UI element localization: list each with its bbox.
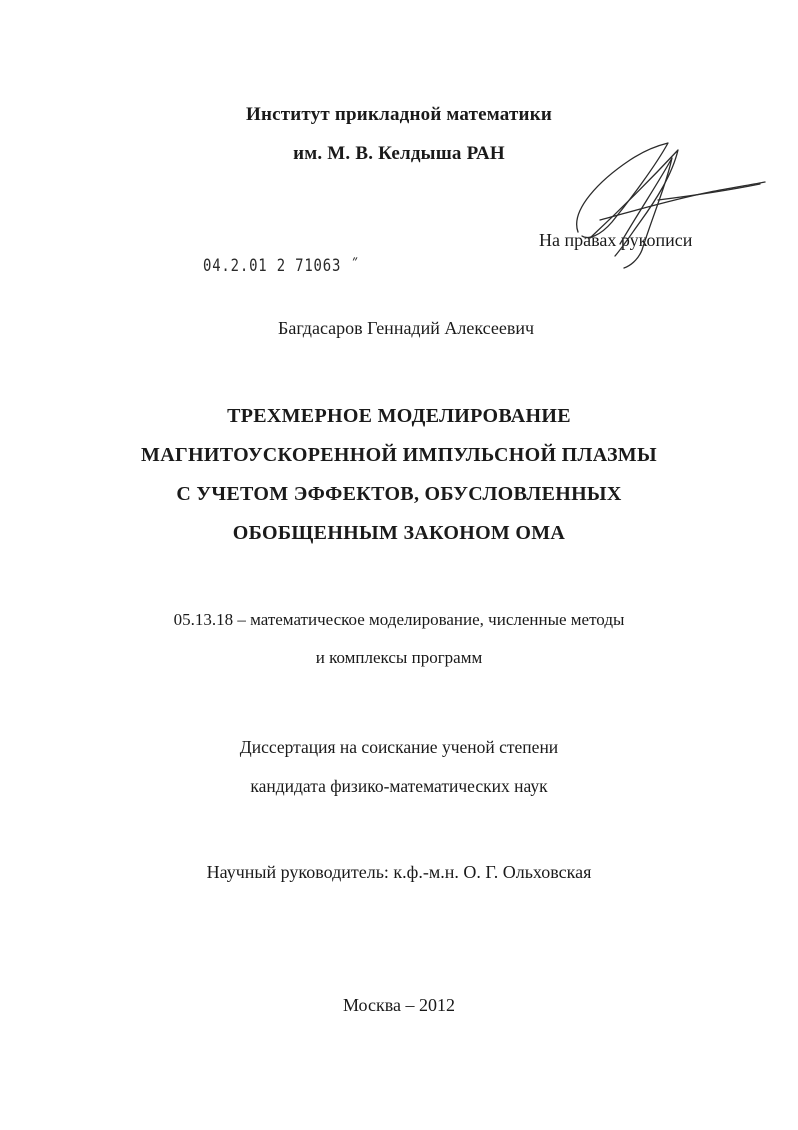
- institute-name: Институт прикладной математики: [245, 104, 552, 125]
- signature-stroke-loop: [577, 143, 668, 237]
- registration-stamp: 04.2.01 2 71063 ˝: [203, 256, 360, 276]
- scientific-supervisor: Научный руководитель: к.ф.-м.н. О. Г. Ольховская: [206, 862, 592, 882]
- author-name: Багдасаров Геннадий Алексеевич: [278, 318, 534, 338]
- thesis-title-line-2: МАГНИТОУСКОРЕННОЙ ИМПУЛЬСНОЙ ПЛАЗМЫ: [141, 444, 657, 466]
- thesis-title-line-3: С УЧЕТОМ ЭФФЕКТОВ, ОБУСЛОВЛЕННЫХ: [176, 483, 622, 505]
- degree-line-2: кандидата физико-математических наук: [250, 776, 548, 796]
- degree-line-1: Диссертация на соискание ученой степени: [239, 737, 559, 757]
- handwritten-signature: [560, 140, 770, 275]
- specialty-line-1: 05.13.18 – математическое моделирование, численные методы: [173, 610, 625, 629]
- thesis-title-line-1: ТРЕХМЕРНОЕ МОДЕЛИРОВАНИЕ: [227, 405, 571, 427]
- manuscript-rights-note: На правах рукописи: [539, 230, 693, 250]
- institute-dedication: им. М. В. Келдыша РАН: [293, 143, 505, 164]
- thesis-title-line-4: ОБОБЩЕННЫМ ЗАКОНОМ ОМА: [232, 522, 566, 544]
- place-and-year: Москва – 2012: [343, 995, 455, 1015]
- specialty-line-2: и комплексы программ: [315, 648, 483, 667]
